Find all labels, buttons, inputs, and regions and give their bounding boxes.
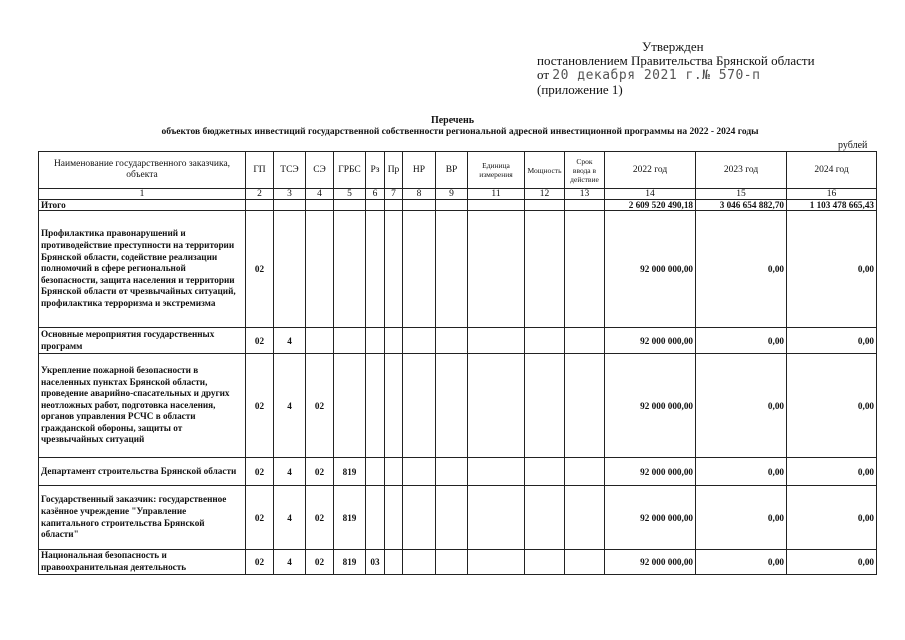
- column-number: 1: [39, 189, 246, 200]
- table-row: [39, 211, 877, 328]
- row-grbs: 819: [334, 550, 366, 575]
- row-name: Основные мероприятия государственных программ: [39, 328, 246, 354]
- row-2022: 92 000 000,00: [605, 458, 696, 486]
- row-rz: 03: [366, 550, 385, 575]
- row-tse: 4: [274, 328, 306, 354]
- row-gp: 02: [246, 550, 274, 575]
- total-2023: 3 046 654 882,70: [696, 200, 787, 211]
- row-se: 02: [306, 550, 334, 575]
- header-unit: Единица измерения: [468, 152, 525, 189]
- column-number: 8: [403, 189, 436, 200]
- investment-table: [38, 151, 877, 575]
- approval-heading: Утвержден: [642, 39, 704, 54]
- approval-block: [537, 40, 837, 97]
- row-2023: 0,00: [696, 550, 787, 575]
- header-grbs: ГРБС: [334, 152, 366, 189]
- row-gp: 02: [246, 354, 274, 458]
- row-2023: 0,00: [696, 211, 787, 328]
- row-se: 02: [306, 486, 334, 550]
- column-number: 7: [385, 189, 403, 200]
- row-2024: 0,00: [787, 486, 877, 550]
- column-number: 6: [366, 189, 385, 200]
- row-grbs: 819: [334, 486, 366, 550]
- column-number: 11: [468, 189, 525, 200]
- row-tse: 4: [274, 354, 306, 458]
- row-rz: [366, 486, 385, 550]
- column-number: 9: [436, 189, 468, 200]
- column-number: 13: [565, 189, 605, 200]
- header-pr: Пр: [385, 152, 403, 189]
- row-rz: [366, 354, 385, 458]
- row-se: 02: [306, 354, 334, 458]
- total-row: [39, 200, 877, 211]
- row-2024: 0,00: [787, 354, 877, 458]
- row-name: Профилактика правонарушений и противодействие преступности на территории Брянской области, содействие реализации полномочий в сфере региональной безопасности, защита населения и территории Брянской области от чрезвычайных ситуаций, профилактика терроризма и экстремизма: [39, 211, 246, 328]
- column-number: 4: [306, 189, 334, 200]
- row-gp: 02: [246, 328, 274, 354]
- table-row: [39, 458, 877, 486]
- header-2023: 2023 год: [696, 152, 787, 189]
- row-gp: 02: [246, 486, 274, 550]
- header-nr: НР: [403, 152, 436, 189]
- row-2024: 0,00: [787, 458, 877, 486]
- row-gp: 02: [246, 211, 274, 328]
- row-rz: [366, 211, 385, 328]
- row-name: Государственный заказчик: государственное казённое учреждение "Управление капитального строительства Брянской области": [39, 486, 246, 550]
- column-number: 5: [334, 189, 366, 200]
- row-name: Укрепление пожарной безопасности в населенных пунктах Брянской области, проведение аварийно-спасательных и других неотложных работ, подготовка населения, органов управления РСЧС в области гражданской обороны, защиты от чрезвычайных ситуаций: [39, 354, 246, 458]
- column-number: 15: [696, 189, 787, 200]
- table-row: [39, 486, 877, 550]
- row-2023: 0,00: [696, 354, 787, 458]
- header-tse: ТСЭ: [274, 152, 306, 189]
- row-2022: 92 000 000,00: [605, 354, 696, 458]
- row-2022: 92 000 000,00: [605, 328, 696, 354]
- header-term: Срок ввода в действие: [565, 152, 605, 189]
- row-rz: [366, 328, 385, 354]
- row-tse: 4: [274, 486, 306, 550]
- row-rz: [366, 458, 385, 486]
- column-number: 2: [246, 189, 274, 200]
- header-vr: ВР: [436, 152, 468, 189]
- row-2022: 92 000 000,00: [605, 211, 696, 328]
- header-rz: Рз: [366, 152, 385, 189]
- header-name: Наименование государственного заказчика, объекта: [39, 152, 246, 189]
- row-2023: 0,00: [696, 486, 787, 550]
- total-2022: 2 609 520 490,18: [605, 200, 696, 211]
- approval-resolution: постановлением Правительства Брянской области: [537, 53, 815, 68]
- column-number: 14: [605, 189, 696, 200]
- header-se: СЭ: [306, 152, 334, 189]
- row-2022: 92 000 000,00: [605, 550, 696, 575]
- currency-units: рублей: [838, 140, 868, 151]
- row-tse: [274, 211, 306, 328]
- approval-date-handwritten: 20 декабря 2021 г.№ 570-п: [552, 68, 761, 83]
- row-name: Национальная безопасность и правоохранительная деятельность: [39, 550, 246, 575]
- column-number: 16: [787, 189, 877, 200]
- row-grbs: 819: [334, 458, 366, 486]
- row-se: [306, 211, 334, 328]
- approval-appendix: (приложение 1): [537, 82, 623, 97]
- table-row: [39, 328, 877, 354]
- row-2023: 0,00: [696, 458, 787, 486]
- row-se: 02: [306, 458, 334, 486]
- row-name: Департамент строительства Брянской области: [39, 458, 246, 486]
- document-subtitle: объектов бюджетных инвестиций государственной собственности региональной адресной инвестиционной программы на 2022 - 2024 годы: [161, 127, 759, 137]
- row-tse: 4: [274, 458, 306, 486]
- table-row: [39, 354, 877, 458]
- approval-date-line: [537, 68, 837, 83]
- row-2022: 92 000 000,00: [605, 486, 696, 550]
- header-power: Мощность: [525, 152, 565, 189]
- row-2023: 0,00: [696, 328, 787, 354]
- row-grbs: [334, 328, 366, 354]
- document-title: Перечень: [430, 115, 475, 126]
- header-2022: 2022 год: [605, 152, 696, 189]
- row-grbs: [334, 211, 366, 328]
- header-2024: 2024 год: [787, 152, 877, 189]
- row-tse: 4: [274, 550, 306, 575]
- row-2024: 0,00: [787, 328, 877, 354]
- column-number: 12: [525, 189, 565, 200]
- row-se: [306, 328, 334, 354]
- header-gp: ГП: [246, 152, 274, 189]
- approval-date-prefix: от: [537, 67, 550, 82]
- row-grbs: [334, 354, 366, 458]
- row-gp: 02: [246, 458, 274, 486]
- total-label: Итого: [39, 200, 246, 211]
- table-row: [39, 550, 877, 575]
- column-number-row: [39, 189, 877, 200]
- row-2024: 0,00: [787, 550, 877, 575]
- row-2024: 0,00: [787, 211, 877, 328]
- column-number: 3: [274, 189, 306, 200]
- total-2024: 1 103 478 665,43: [787, 200, 877, 211]
